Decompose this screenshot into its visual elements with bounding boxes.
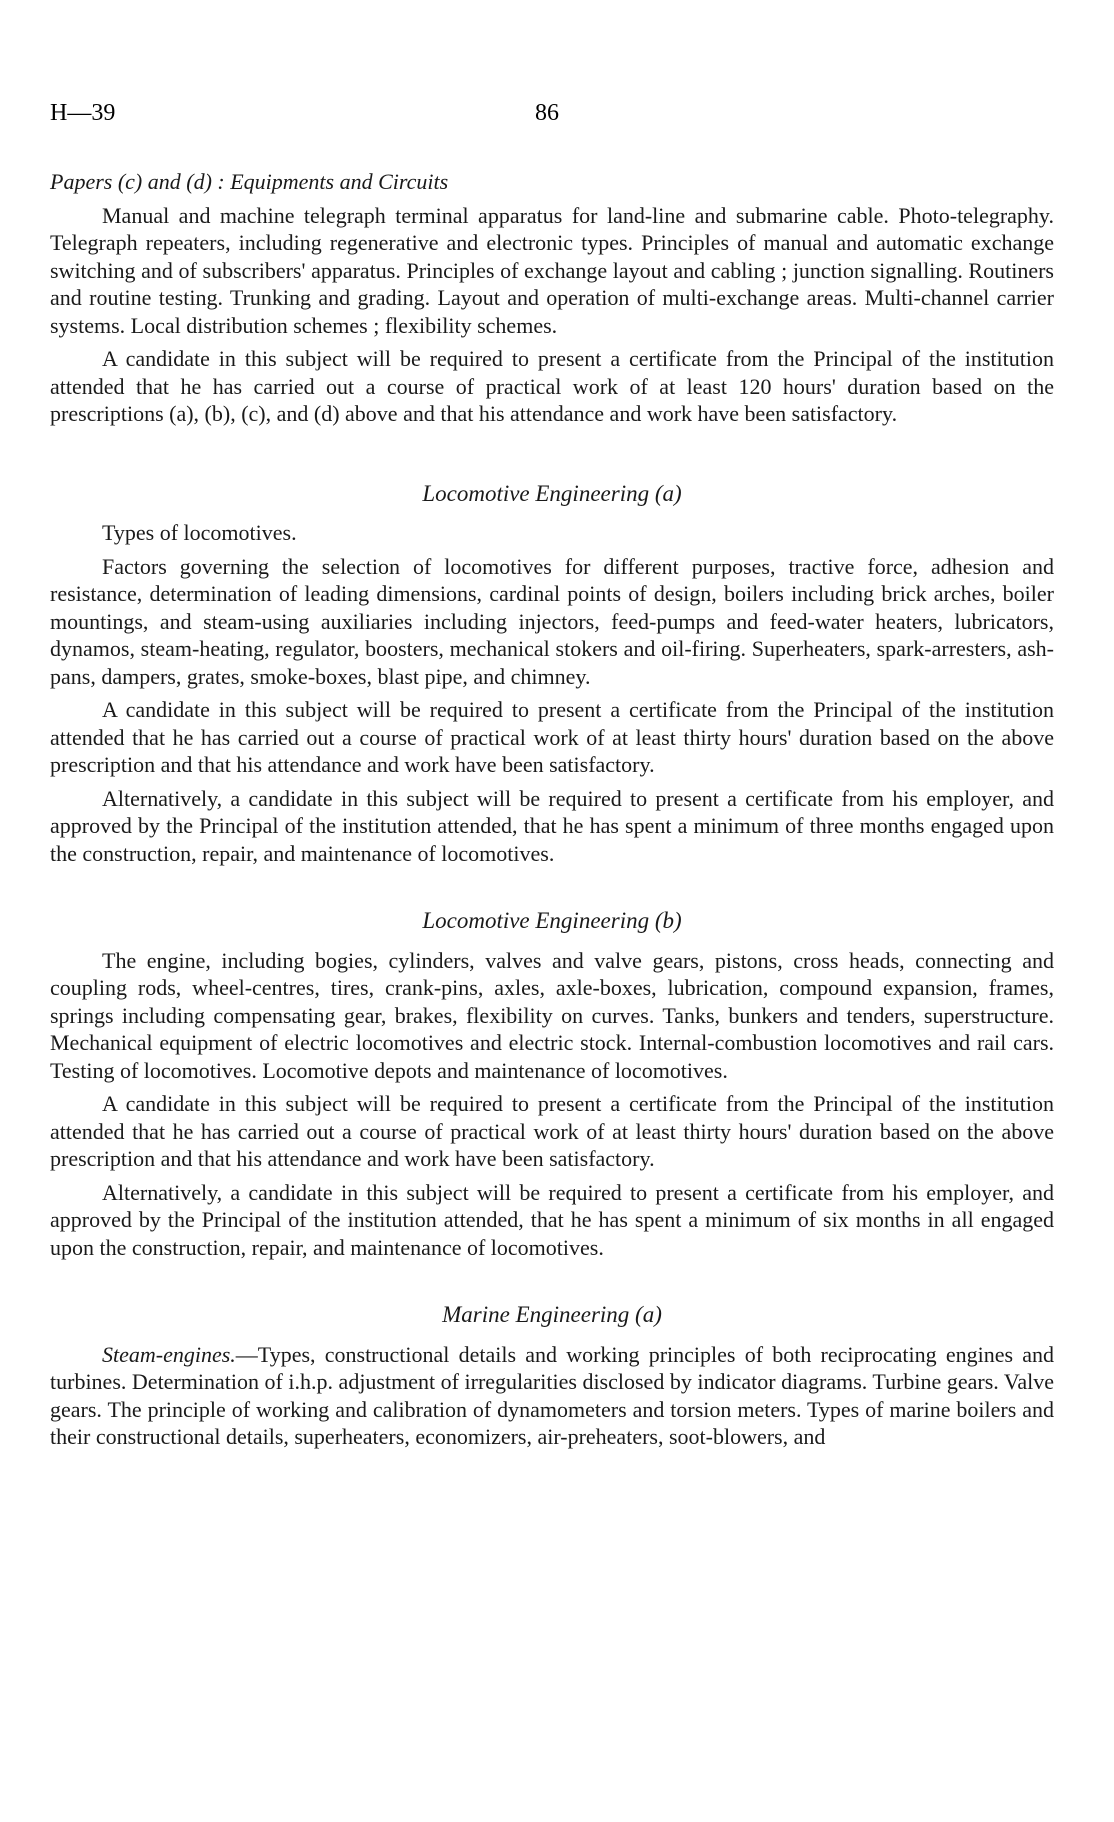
paragraph: A candidate in this subject will be required to present a certificate from the Principal of the institution attended that he has carried out a course of practical work of at least thirty hours' duration based on the above prescription and that his attendance and work have been satisfactory. <box>50 1091 1054 1171</box>
section-heading: Locomotive Engineering (b) <box>422 908 682 933</box>
paragraph: Alternatively, a candidate in this subject will be required to present a certificate from his employer, and approved by the Principal of the institution attended, that he has spent a minimum of three months engaged upon the construction, repair, and maintenance of locomotives. <box>50 785 1054 866</box>
document-reference: H—39 <box>50 100 116 126</box>
section-heading: Papers (c) and (d) : Equipments and Circuits <box>50 169 449 194</box>
paragraph: Alternatively, a candidate in this subject will be required to present a certificate from his employer, and approved by the Principal of the institution attended, that he has spent a minimum of six months in all engaged upon the construction, repair, and maintenance of locomotives. <box>50 1179 1054 1260</box>
running-head <box>50 100 1054 130</box>
section-locomotive-b <box>50 907 1054 1261</box>
page-number: 86 <box>535 100 559 126</box>
paragraph: Manual and machine telegraph terminal apparatus for land-line and submarine cable. Photo-telegraphy. Telegraph repeaters, including regenerative and electronic types. Principles of manual and automatic exchange switching and of subscribers' apparatus. Principles of exchange layout and cabling ; junction signalling. Routiners and routine testing. Trunking and grading. Layout and operation of multi-exchange areas. Multi-channel carrier systems. Local distribution schemes ; flexibility schemes. <box>50 202 1054 338</box>
paragraph: A candidate in this subject will be required to present a certificate from the Principal of the institution attended that he has carried out a course of practical work of at least thirty hours' duration based on the above prescription and that his attendance and work have been satisfactory. <box>50 697 1054 777</box>
paragraph: A candidate in this subject will be required to present a certificate from the Principal of the institution attended that he has carried out a course of practical work of at least 120 hours' duration based on the prescriptions (a), (b), (c), and (d) above and that his attendance and work have been satisfactory. <box>50 346 1054 426</box>
section-marine-a <box>50 1301 1054 1451</box>
run-in-heading: Steam-engines. <box>102 1341 236 1367</box>
paragraph: The engine, including bogies, cylinders, valves and valve gears, pistons, cross heads, connecting and coupling rods, wheel-centres, tires, crank-pins, axles, axle-boxes, lubrication, compound expansion, frames, springs including compensating gear, brakes, flexibility on curves. Tanks, bunkers and tenders, superstructure. Mechanical equipment of electric locomotives and electric stock. Internal-combustion locomotives and rail cars. Testing of locomotives. Locomotive depots and maintenance of locomotives. <box>50 947 1054 1083</box>
paragraph: Types of locomotives. <box>102 520 297 545</box>
section-papers-cd <box>50 168 1054 428</box>
paragraph-text: —Types, constructional details and working principles of both reciprocating engines and turbines. Determination of i.h.p. adjustment of irregularities disclosed by indicator diagrams. Turbine gears. Valve gears. The principle of working and calibration of dynamometers and torsion meters. Types of marine boilers and their constructional details, superheaters, economizers, air-preheaters, soot-blowers, and <box>50 1341 1054 1449</box>
paragraph: Factors governing the selection of locomotives for different purposes, tractive force, adhesion and resistance, determination of leading dimensions, cardinal points of design, boilers including brick arches, boiler mountings, and steam-using auxiliaries including injectors, feed-pumps and feed-water heaters, lubricators, dynamos, steam-heating, regulator, boosters, mechanical stokers and oil-firing. Superheaters, spark-arresters, ash-pans, dampers, grates, smoke-boxes, blast pipe, and chimney. <box>50 553 1054 689</box>
section-heading: Marine Engineering (a) <box>442 1302 662 1327</box>
section-locomotive-a <box>50 480 1054 868</box>
section-heading: Locomotive Engineering (a) <box>422 480 682 506</box>
paragraph <box>50 1341 1054 1451</box>
page-content <box>50 168 1054 1451</box>
